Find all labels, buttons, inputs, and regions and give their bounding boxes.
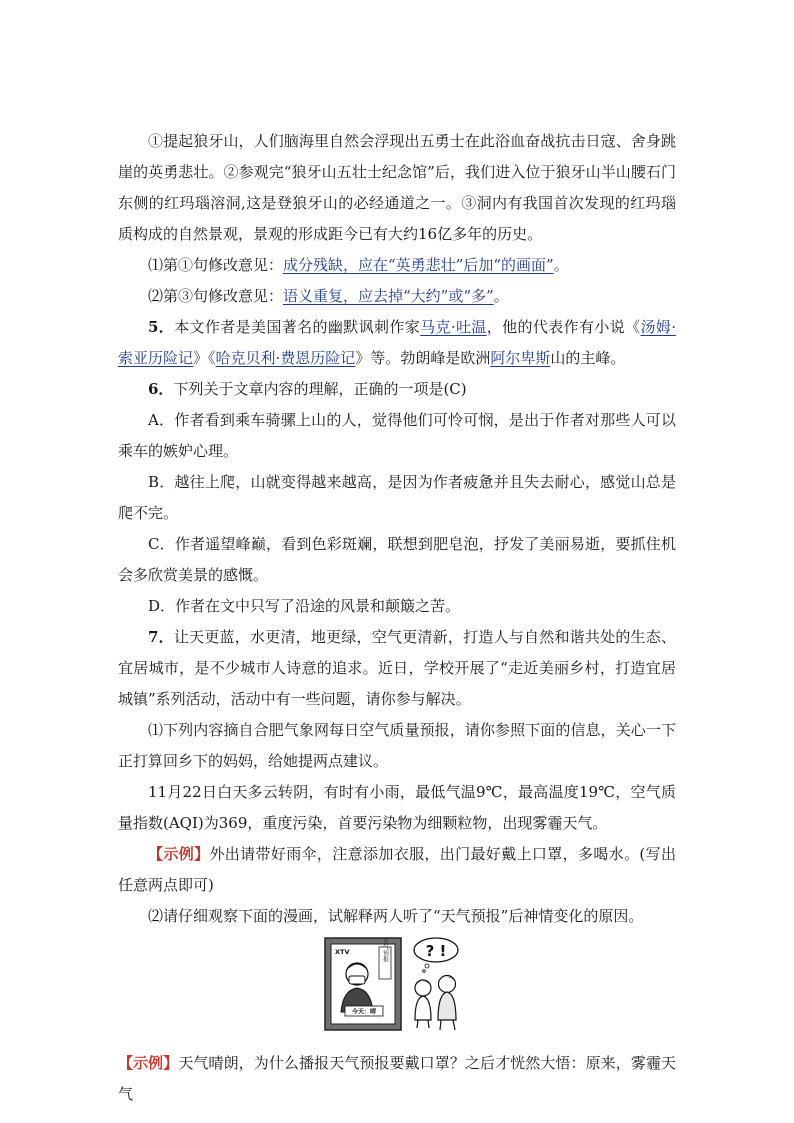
q6-option-d: D．作者在文中只写了沿途的风景和颠簸之苦。 [148, 597, 461, 615]
q5-fill-author: 马克·吐温 [420, 318, 487, 336]
tv-channel-logo: XTV [335, 948, 350, 956]
forecast-sign-text: 天气预报 [381, 938, 389, 962]
question-number: 6． [148, 380, 174, 398]
q7-subquestion-1: ⑴下列内容摘自合肥气象网每日空气质量预报，请你参照下面的信息，关心一下正打算回乡下的妈妈，给她提两点建议。 [118, 721, 676, 770]
weather-report: 11月22日白天多云转阴，有时有小雨，最低气温9℃，最高温度19℃，空气质量指数(AQI)为369，重度污染，首要污染物为细颗粒物，出现雾霾天气。 [118, 783, 676, 832]
q4-answer-1: ⑴第①句修改意见：成分残缺，应在“英勇悲壮”后加“的画面”。 [148, 256, 569, 274]
q5-fill-book2: 哈克贝利·费恩历险记 [215, 349, 356, 367]
comic-figure [118, 932, 676, 1048]
viewer-1-body [415, 996, 431, 1020]
viewer-1-head [415, 980, 431, 996]
question-number: 5． [148, 318, 175, 336]
q6-option-b: B．越往上爬，山就变得越来越高，是因为作者疲惫并且失去耐心，感觉山总是爬不完。 [118, 473, 676, 522]
q7-example-2: 【示例】天气晴朗，为什么播报天气预报要戴口罩？之后才恍然大悟：原来，雾霾天气 [118, 1054, 676, 1103]
q4-answer-2: ⑵第③句修改意见：语义重复，应去掉“大约”或“多”。 [148, 287, 509, 305]
q7-subquestion-2: ⑵请仔细观察下面的漫画，试解释两人听了“天气预报”后神情变化的原因。 [148, 907, 644, 925]
question-7: 7．让天更蓝，水更清，地更绿，空气更清新，打造人与自然和谐共处的生态、宜居城市，是不少城市人诗意的追求。近日，学校开展了“走近美丽乡村，打造宜居城镇”系列活动，活动中有一些问题，请你参与解决。 [118, 628, 676, 708]
q6-option-c: C．作者遥望峰巅，看到色彩斑斓，联想到肥皂泡，抒发了美丽易逝，要抓住机会多欣赏美景的感慨。 [118, 535, 676, 584]
viewer-2-head [439, 976, 456, 993]
bubble-marks: ? ! [425, 942, 447, 960]
weather-forecast-comic [323, 936, 473, 1036]
passage-paragraph: ①提起狼牙山，人们脑海里自然会浮现出五勇士在此浴血奋战抗击日寇、舍身跳崖的英勇悲壮。②参观完“狼牙山五壮士纪念馆”后，我们进入位于狼牙山半山腰石门东侧的红玛瑙溶洞,这是登狼牙山的必经通道之一。③洞内有我国首次发现的红玛瑙质构成的自然景观，景观的形成距今已有大约16亿多年的历史。 [118, 132, 676, 243]
caption-text: 今天：晴 [351, 1008, 377, 1016]
q4-fill-2: 语义重复，应去掉“大约”或“多” [283, 287, 494, 305]
viewer-2-body [438, 992, 456, 1020]
face-mask-icon [349, 976, 365, 984]
q4-fill-1: 成分残缺，应在“英勇悲壮”后加“的画面” [283, 256, 554, 274]
q6-option-a: A．作者看到乘车骑骡上山的人，觉得他们可怜可悯，是出于作者对那些人可以乘车的嫉妒心理。 [118, 411, 676, 460]
example-tag: 【示例】 [148, 845, 210, 863]
q4-label-1: ⑴第①句修改意见： [148, 256, 284, 274]
q5-fill-book1: 汤姆·索亚历险记 [118, 318, 676, 367]
document-body [118, 126, 676, 1110]
example-tag: 【示例】 [118, 1054, 179, 1072]
q4-label-2: ⑵第③句修改意见： [148, 287, 284, 305]
q5-fill-range: 阿尔卑斯 [490, 349, 551, 367]
q7-example-1: 【示例】外出请带好雨伞，注意添加衣服，出门最好戴上口罩，多喝水。(写出任意两点即可) [118, 845, 676, 894]
question-6: 6．下列关于文章内容的理解，正确的一项是(C) [148, 380, 467, 398]
question-number: 7． [148, 628, 174, 646]
question-5: 5．本文作者是美国著名的幽默讽刺作家马克·吐温，他的代表作有小说《汤姆·索亚历险记》《哈克贝利·费恩历险记》等。勃朗峰是欧洲阿尔卑斯山的主峰。 [118, 318, 676, 367]
